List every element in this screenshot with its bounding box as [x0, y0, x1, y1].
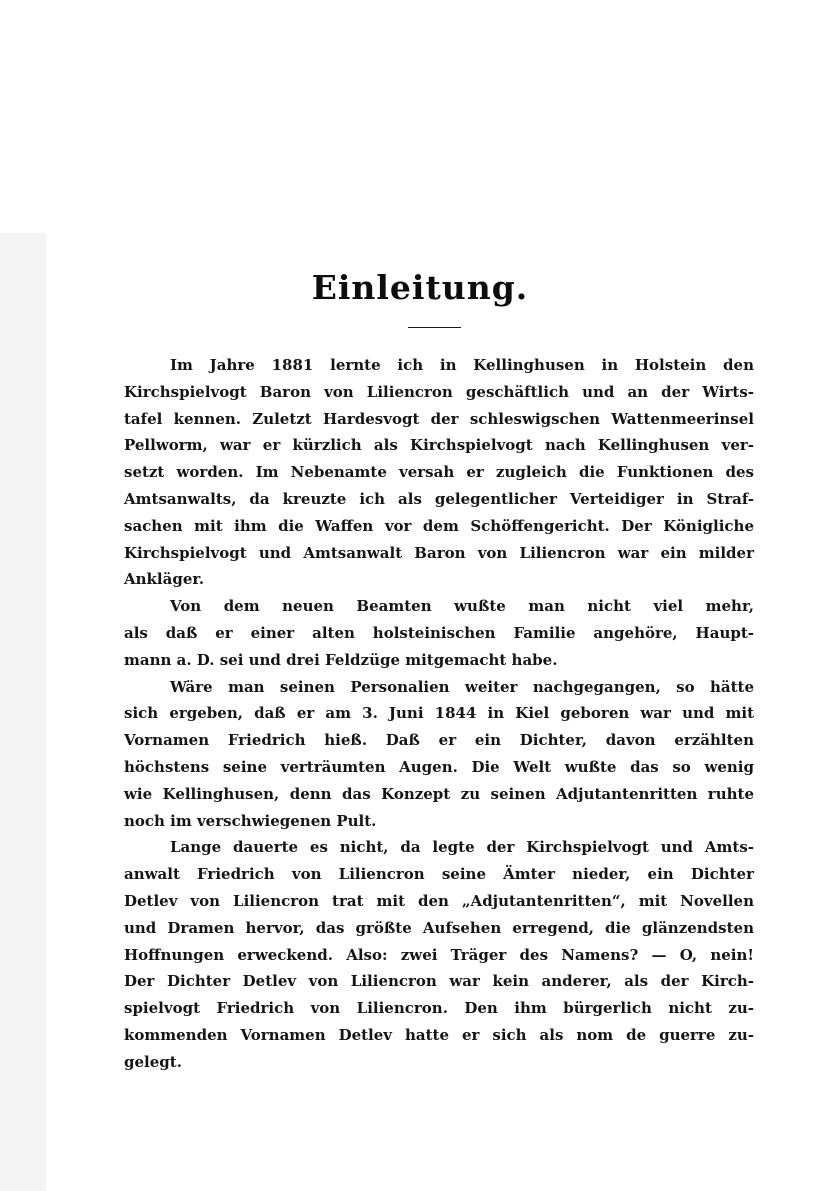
text-line: als daß er einer alten holsteinischen Familie angehöre, Haupt-	[124, 623, 754, 642]
text-line: höchstens seine verträumten Augen. Die Welt wußte das so wenig	[124, 757, 754, 776]
text-line: sachen mit ihm die Waffen vor dem Schöffengericht. Der Königliche	[124, 516, 754, 535]
text-line: Der Dichter Detlev von Liliencron war kein anderer, als der Kirch-	[124, 972, 754, 991]
text-line: Amtsanwalts, da kreuzte ich als gelegentlicher Verteidiger in Straf-	[124, 489, 754, 508]
paragraph	[124, 593, 754, 673]
paragraph	[124, 834, 754, 1075]
chapter-heading: Einleitung.	[311, 268, 529, 307]
text-line: kommenden Vornamen Detlev hatte er sich als nom de guerre zu-	[124, 1025, 754, 1044]
text-line: setzt worden. Im Nebenamte versah er zugleich die Funktionen des	[124, 463, 754, 482]
text-line: und Dramen hervor, das größte Aufsehen erregend, die glänzendsten	[124, 918, 754, 937]
text-line: spielvogt Friedrich von Liliencron. Den ihm bürgerlich nicht zu-	[124, 999, 754, 1018]
chapter-body-text	[124, 352, 754, 1076]
text-line: tafel kennen. Zuletzt Hardesvogt der schleswigschen Wattenmeerinsel	[124, 409, 754, 428]
text-line: Kirchspielvogt und Amtsanwalt Baron von Liliencron war ein milder	[124, 543, 754, 562]
text-line: anwalt Friedrich von Liliencron seine Ämter nieder, ein Dichter	[124, 865, 754, 884]
text-line: Von dem neuen Beamten wußte man nicht viel mehr,	[170, 597, 754, 616]
text-line: Pellworm, war er kürzlich als Kirchspielvogt nach Kellinghusen ver-	[124, 436, 754, 455]
text-line: Kirchspielvogt Baron von Liliencron geschäftlich und an der Wirts-	[124, 382, 754, 401]
text-line: gelegt.	[124, 1052, 182, 1071]
text-line: Wäre man seinen Personalien weiter nachgegangen, so hätte	[170, 677, 754, 696]
text-line: Ankläger.	[124, 570, 205, 589]
paragraph	[124, 674, 754, 835]
text-line: noch im verschwiegenen Pult.	[124, 811, 377, 830]
text-line: wie Kellinghusen, denn das Konzept zu seinen Adjutantenritten ruhte	[124, 784, 754, 803]
text-line: sich ergeben, daß er am 3. Juni 1844 in Kiel geboren war und mit	[124, 704, 754, 723]
scan-margin-shade	[0, 233, 46, 1191]
text-line: Vornamen Friedrich hieß. Daß er ein Dichter, davon erzählten	[124, 731, 754, 750]
text-line: Im Jahre 1881 lernte ich in Kellinghusen in Holstein den	[170, 356, 754, 374]
paragraph	[124, 352, 754, 593]
heading-divider	[408, 327, 461, 328]
text-line: Detlev von Liliencron trat mit den „Adjutantenritten“, mit Novellen	[124, 891, 754, 910]
text-line: Hoffnungen erweckend. Also: zwei Träger des Namens? — O, nein!	[124, 945, 754, 964]
text-line: Lange dauerte es nicht, da legte der Kirchspielvogt und Amts-	[170, 838, 754, 857]
text-line: mann a. D. sei und drei Feldzüge mitgemacht habe.	[124, 650, 558, 669]
